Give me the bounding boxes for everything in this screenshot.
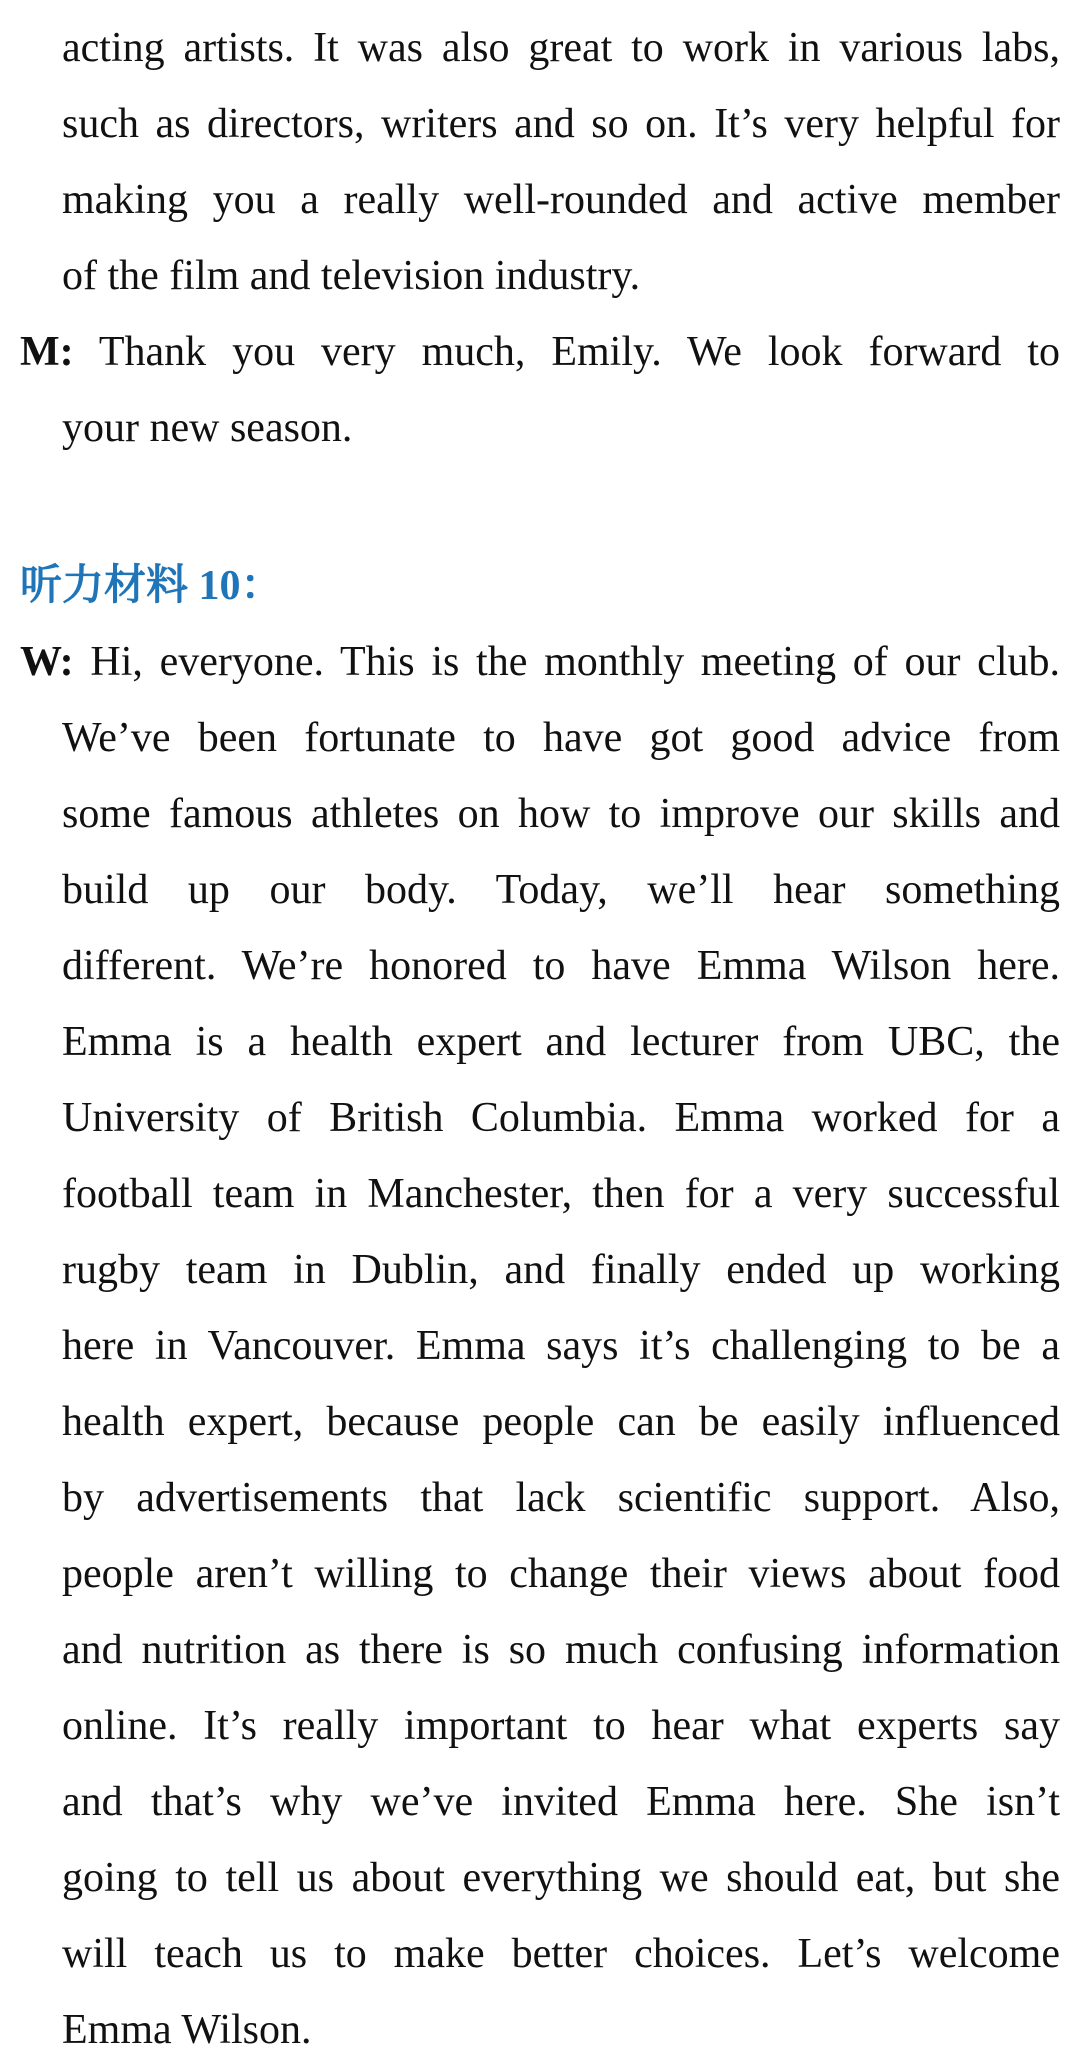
m-reply-line-1 [20,314,1060,390]
w-line-11: health expert, because people can be easily influenced [62,1399,1060,1445]
intro-line-1: acting artists. It was also great to work in various labs, [62,25,1060,71]
section-heading-10: 听力材料 10： [20,563,283,609]
speaker-label-m: M: [20,329,74,375]
w-line-12: by advertisements that lack scientific support. Also, [62,1475,1060,1521]
w-line-13: people aren’t willing to change their views about food [62,1551,1060,1597]
w-line-9: rugby team in Dublin, and finally ended up working [62,1247,1060,1293]
w-line-3: some famous athletes on how to improve our skills and [62,791,1060,837]
intro-line-2: such as directors, writers and so on. It’s very helpful for [62,101,1060,147]
speaker-label-w: W: [20,639,74,685]
w-line-7: University of British Columbia. Emma worked for a [62,1095,1060,1141]
w-line-17: going to tell us about everything we should eat, but she [62,1855,1060,1901]
intro-line-4: of the film and television industry. [62,253,641,299]
m-reply-line-2: your new season. [62,405,353,451]
w-line-2: We’ve been fortunate to have got good advice from [62,715,1060,761]
w-line-14: and nutrition as there is so much confusing information [62,1627,1060,1673]
w-line-18: will teach us to make better choices. Let’s welcome [62,1931,1060,1977]
w-line-10: here in Vancouver. Emma says it’s challenging to be a [62,1323,1060,1369]
w-line-4: build up our body. Today, we’ll hear something [62,867,1060,913]
w-line-5: different. We’re honored to have Emma Wilson here. [62,943,1060,989]
w-line-15: online. It’s really important to hear what experts say [62,1703,1060,1749]
w-line-8: football team in Manchester, then for a very successful [62,1171,1060,1217]
w-line-6: Emma is a health expert and lecturer from UBC, the [62,1019,1060,1065]
w-line-16: and that’s why we’ve invited Emma here. She isn’t [62,1779,1060,1825]
w-line-1 [20,624,1060,700]
intro-line-3: making you a really well-rounded and active member [62,177,1060,223]
w-line-1-text: Hi, everyone. This is the monthly meeting of our club. [73,639,1060,685]
m-reply-text: Thank you very much, Emily. We look forward to [73,329,1060,375]
w-line-19: Emma Wilson. [62,2007,312,2053]
